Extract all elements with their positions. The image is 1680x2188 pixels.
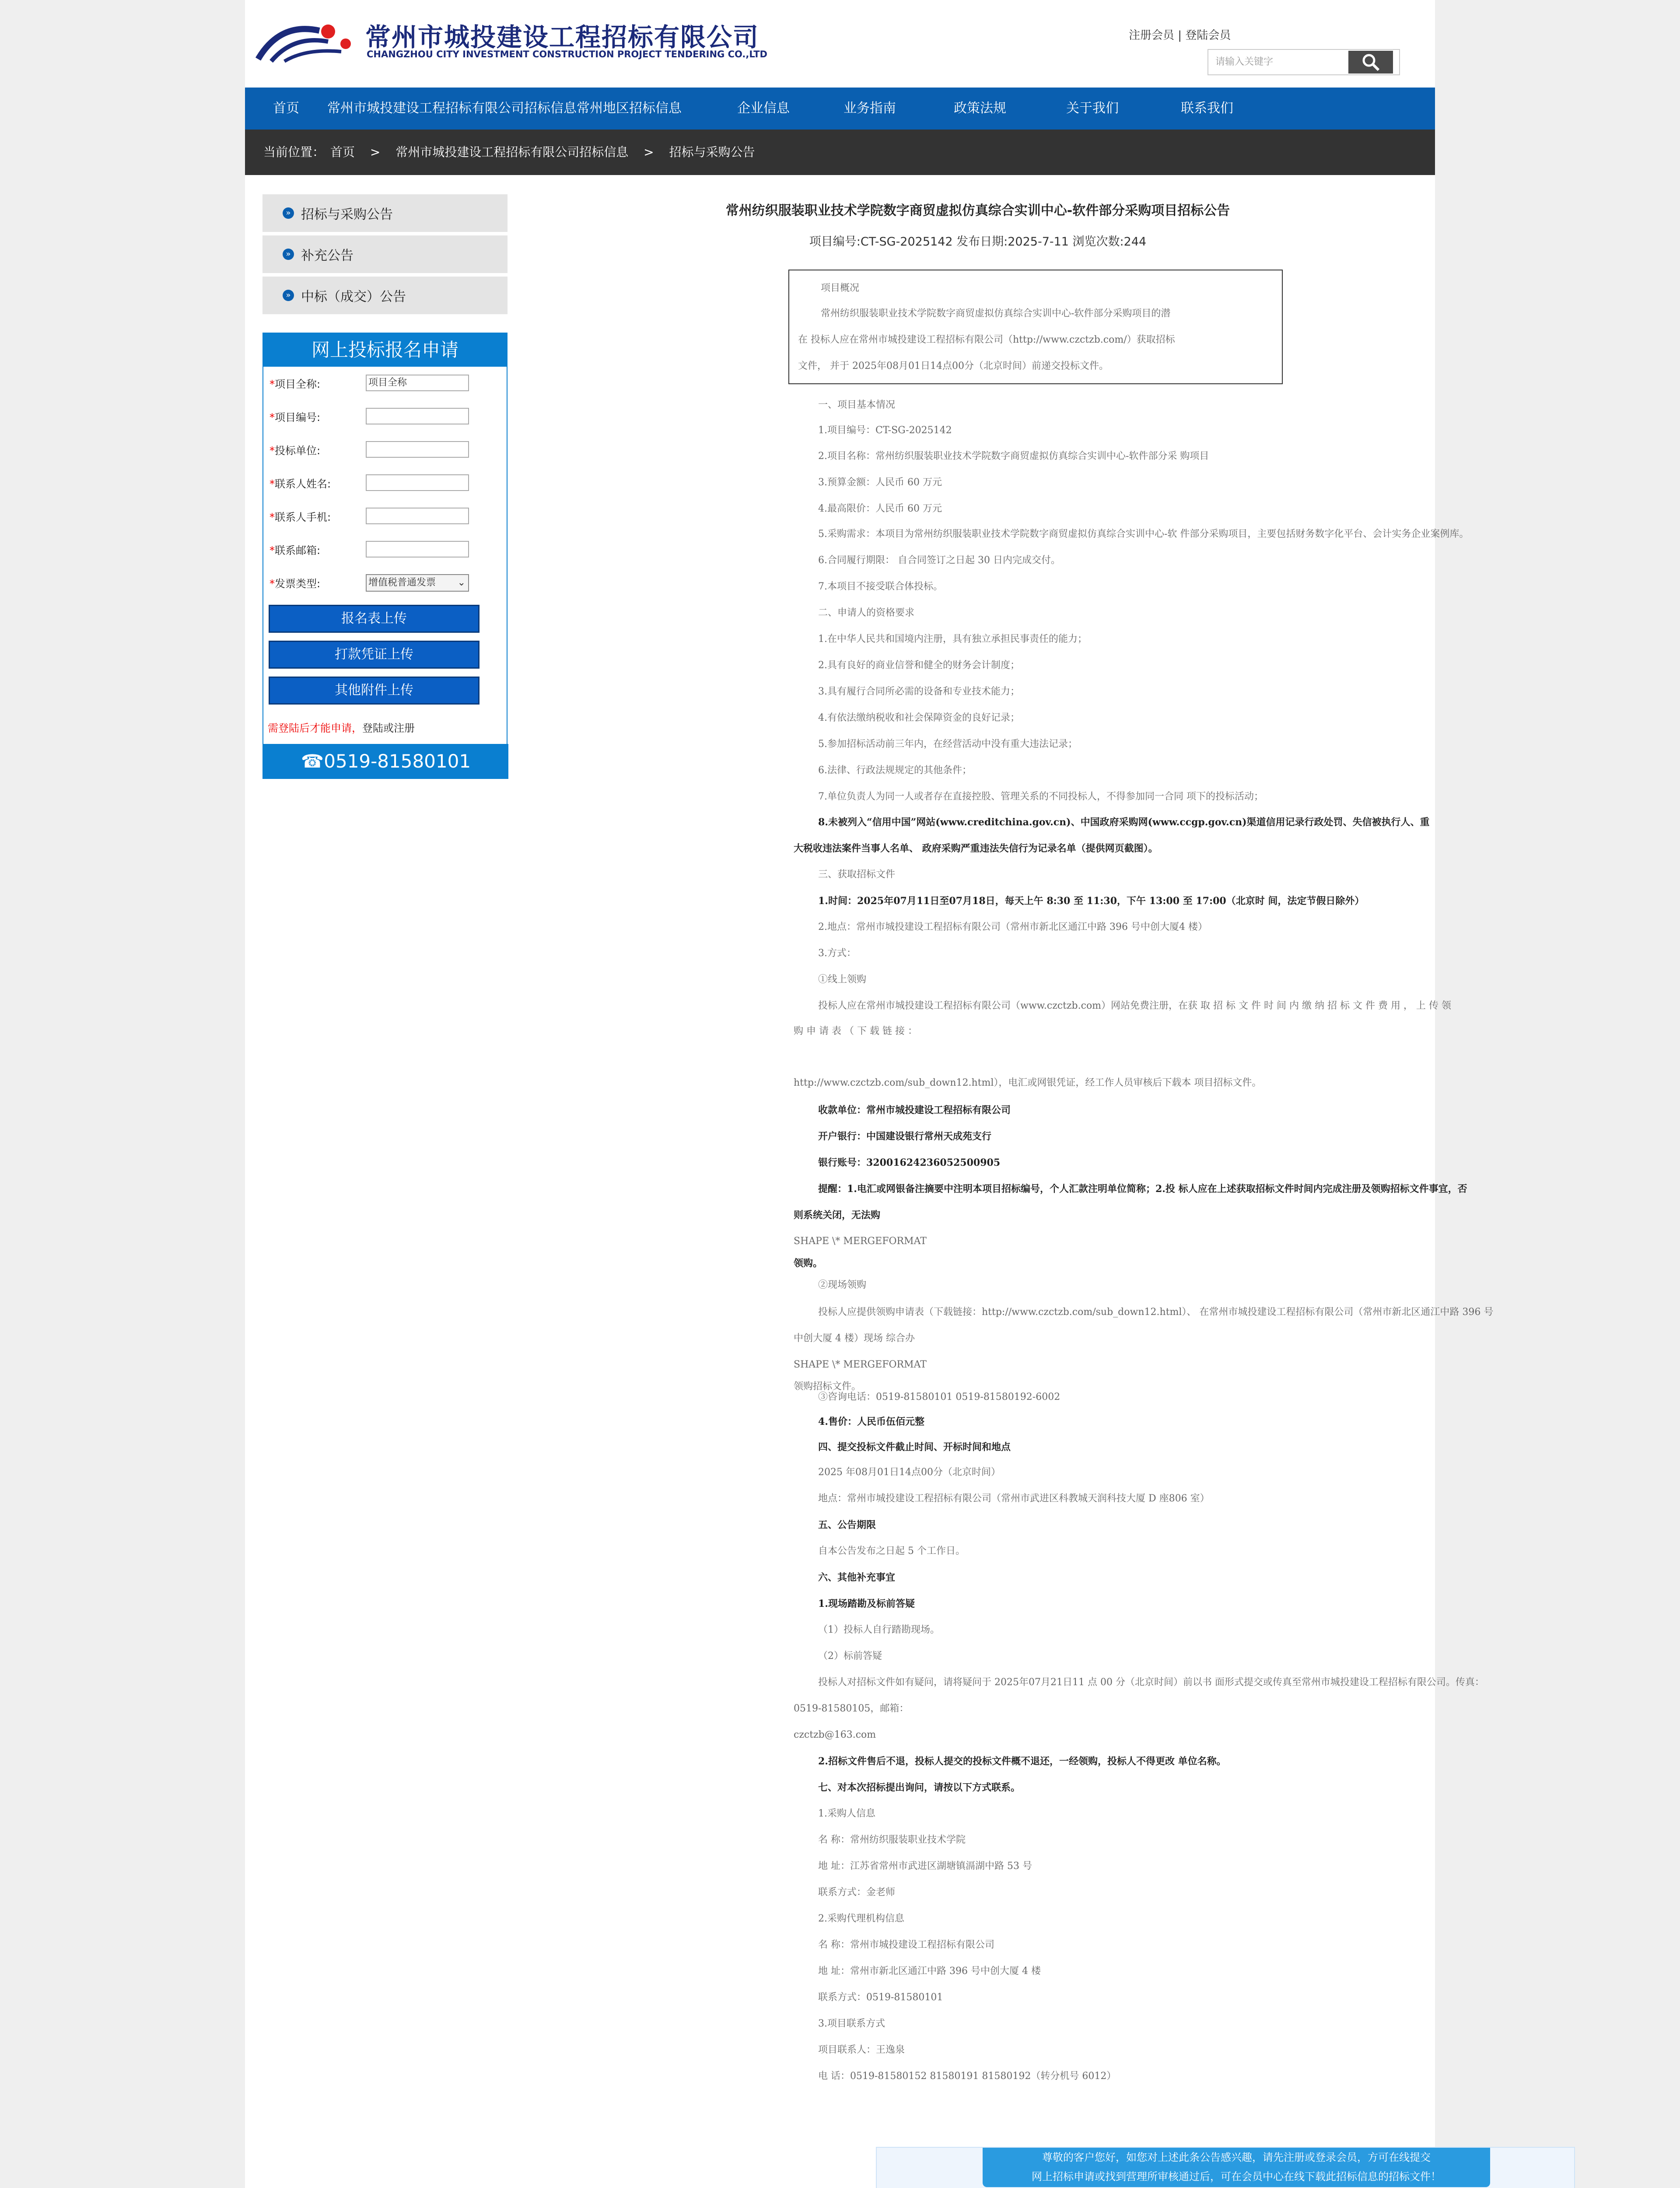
invoice-type-select[interactable]: 增值税普通发票 ⌄ <box>366 574 469 592</box>
article-line: 银行账号：32001624236052500905 <box>818 1157 1001 1168</box>
overview-heading: 项目概况 <box>821 283 860 294</box>
article-line: 购 申 请 表 （ 下 载 链 接 ： <box>794 1026 917 1037</box>
article-line: 名 称：常州市城投建设工程招标有限公司 <box>818 1939 994 1950</box>
article-line: 6.法律、行政法规规定的其他条件； <box>818 765 972 776</box>
breadcrumb-separator: > <box>370 145 381 159</box>
form-label-contact-phone: *联系人手机: <box>270 511 331 523</box>
form-label-bidder: *投标单位: <box>270 445 321 457</box>
article-line: 四、提交投标文件截止时间、开标时间和地点 <box>818 1441 1011 1453</box>
bidder-field[interactable] <box>366 441 469 458</box>
overview-line: 在 投标人应在常州市城投建设工程招标有限公司（http://www.czctzb.com/）获取招标 <box>798 334 1175 345</box>
article-line: 7.本项目不接受联合体投标。 <box>818 581 943 592</box>
bullet-icon: » <box>283 207 294 219</box>
article-line: 1.现场踏勘及标前答疑 <box>818 1598 915 1609</box>
sidebar-item-label: 中标（成交）公告 <box>301 289 406 305</box>
register-link[interactable]: 注册会员 <box>1129 29 1175 42</box>
register-notice: 尊敬的客户您好，如您对上述此条公告感兴趣，请先注册或登录会员，方可在线提交 网上招标申请或找到营理所审核通过后，可在会员中心在线下载此招标信息的招标文件！ <box>983 2148 1490 2187</box>
article-line: 5.参加招标活动前三年内，在经营活动中没有重大违法记录； <box>818 739 1078 750</box>
search-button[interactable] <box>1348 51 1393 74</box>
bullet-icon: » <box>283 290 294 301</box>
article-line: 2.项目名称：常州纺织服装职业技术学院数字商贸虚拟仿真综合实训中心-软件部分采 购项目 <box>818 451 1209 462</box>
nav-ctzb-tenders[interactable]: 常州市城投建设工程招标有限公司招标信息 <box>327 101 577 116</box>
nav-business-guide[interactable]: 业务指南 <box>844 101 896 116</box>
article-line: 3.方式： <box>818 948 856 959</box>
chevron-down-icon: ⌄ <box>457 577 466 588</box>
nav-contact[interactable]: 联系我们 <box>1181 101 1233 116</box>
project-no-field[interactable] <box>366 408 469 424</box>
logo-chinese-name: 常州市城投建设工程招标有限公司 <box>365 22 760 52</box>
overview-line: 文件， 并于 2025年08月01日14点00分（北京时间）前递交投标文件。 <box>798 361 1109 372</box>
article-line: 3.具有履行合同所必需的设备和专业技术能力； <box>818 686 1020 697</box>
nav-local-tenders[interactable]: 常州地区招标信息 <box>577 101 682 116</box>
article-line: 投标人应提供领购申请表（下载链接：http://www.czctzb.com/sub_down12.html）、 在常州市城投建设工程招标有限公司（常州市新北区通江中路 396 号 <box>818 1307 1494 1318</box>
article-line: 8.未被列入“信用中国”网站(www.creditchina.gov.cn)、中国政府采购网(www.ccgp.gov.cn)渠道信用记录行政处罚、失信被执行人、重 <box>818 817 1430 828</box>
article-line: （2）标前答疑 <box>818 1651 882 1662</box>
contact-name-field[interactable] <box>366 474 469 491</box>
article-line: 2.招标文件售后不退，投标人提交的投标文件概不退还，一经领购，投标人不得更改 单位名称。 <box>818 1756 1226 1767</box>
article-line: 一、项目基本情况 <box>818 400 896 410</box>
article-line: 4.有依法缴纳税收和社会保障资金的良好记录； <box>818 712 1020 723</box>
article-line: 提醒：1.电汇或网银备注摘要中注明本项目招标编号，个人汇款注明单位简称；2.投 标人应在上述获取招标文件时间内完成注册及领购招标文件事宜，否 <box>818 1183 1467 1195</box>
upload-payment-button[interactable]: 打款凭证上传 <box>269 641 480 669</box>
note-login-link[interactable]: 登陆 <box>362 722 383 734</box>
search-icon <box>1361 53 1380 72</box>
article-line: 自本公告发布之日起 5 个工作日。 <box>818 1546 965 1557</box>
nav-enterprise-info[interactable]: 企业信息 <box>737 101 790 116</box>
sidebar-item-supplementary[interactable] <box>262 235 508 273</box>
article-line: 4.售价：人民币伍佰元整 <box>818 1416 924 1427</box>
contact-phone-field[interactable] <box>366 508 469 524</box>
article-line: 2.地点：常州市城投建设工程招标有限公司（常州市新北区通江中路 396 号中创大厦4 楼） <box>818 922 1208 933</box>
article-line: 电 话：0519-81580152 81580191 81580192（转分机号 6012） <box>818 2071 1116 2082</box>
logo-english-name: CHANGZHOU CITY INVESTMENT CONSTRUCTION PROJECT TENDERING CO.,LTD <box>367 49 767 60</box>
phone-icon: ☎ <box>301 750 324 772</box>
nav-about[interactable]: 关于我们 <box>1066 101 1119 116</box>
breadcrumb-separator: > <box>644 145 654 159</box>
article-line: http://www.czctzb.com/sub_down12.html），电汇或网银凭证，经工作人员审核后下载本 项目招标文件。 <box>794 1077 1262 1088</box>
article-line: 名 称：常州纺织服装职业技术学院 <box>818 1834 966 1845</box>
article-line: 七、对本次招标提出询问，请按以下方式联系。 <box>818 1782 1021 1793</box>
overview-line: 常州纺织服装职业技术学院数字商贸虚拟仿真综合实训中心-软件部分采购项目的潜 <box>821 308 1171 319</box>
article-line: 6.合同履行期限： 自合同签订之日起 30 日内完成交付。 <box>818 555 1060 566</box>
sidebar-item-label: 招标与采购公告 <box>301 207 393 222</box>
article-line: （1）投标人自行踏勘现场。 <box>818 1624 940 1635</box>
article-line: 项目联系人：王逸泉 <box>818 2044 905 2055</box>
login-link[interactable]: 登陆会员 <box>1185 29 1231 42</box>
form-label-project-no: *项目编号: <box>270 411 321 424</box>
article-line: 2025 年08月01日14点00分（北京时间） <box>818 1467 1001 1478</box>
article-title: 常州纺织服装职业技术学院数字商贸虚拟仿真综合实训中心-软件部分采购项目招标公告 <box>725 203 1230 218</box>
article-line: SHAPE \* MERGEFORMAT <box>794 1359 927 1370</box>
article-line: 1.时间：2025年07月11日至07月18日，每天上午 8:30 至 11:30，下午 13:00 至 17:00（北京时 间，法定节假日除外） <box>818 895 1365 907</box>
article-line: ①线上领购 <box>818 974 867 985</box>
form-label-invoice-type: *发票类型: <box>270 578 321 590</box>
article-line: 1.项目编号：CT-SG-2025142 <box>818 425 952 436</box>
article-line: 大税收违法案件当事人名单、 政府采购严重违法失信行为记录名单（提供网页截图）。 <box>794 843 1158 854</box>
article-line: 二、申请人的资格要求 <box>818 607 915 618</box>
article-line: 地点：常州市城投建设工程招标有限公司（常州市武进区科教城天润科技大厦 D 座806 室） <box>818 1493 1210 1504</box>
page <box>245 0 1494 2188</box>
article-line: 3.项目联系方式 <box>818 2018 885 2029</box>
article-line: 则系统关闭，无法购 <box>794 1210 881 1221</box>
article-line: 开户银行：中国建设银行常州天成苑支行 <box>818 1131 992 1142</box>
sidebar-item-tender-notices[interactable] <box>262 194 508 232</box>
breadcrumb-home[interactable]: 首页 <box>330 145 355 159</box>
bid-application-form <box>262 333 508 779</box>
hotline: ☎0519-81580101 <box>263 744 508 779</box>
article-line: 中创大厦 4 楼）现场 综合办 <box>794 1333 915 1344</box>
form-label-contact-name: *联系人姓名: <box>270 478 331 490</box>
top-links-separator: | <box>1178 29 1182 42</box>
article-meta: 项目编号:CT-SG-2025142 发布日期:2025-7-11 浏览次数:244 <box>809 235 1147 249</box>
article-line: 联系方式：金老师 <box>818 1887 896 1898</box>
article-line: 地 址：常州市新北区通江中路 396 号中创大厦 4 楼 <box>818 1966 1041 1977</box>
form-label-project-name: *项目全称: <box>270 378 321 390</box>
article-line: 五、公告期限 <box>818 1519 876 1531</box>
article-line: 领购。 <box>794 1258 823 1269</box>
article-line: 1.采购人信息 <box>818 1808 875 1819</box>
bullet-icon: » <box>283 249 294 260</box>
article-line: 收款单位：常州市城投建设工程招标有限公司 <box>818 1105 1011 1116</box>
member-register-panel <box>876 2147 1575 2188</box>
form-label-email: *联系邮箱: <box>270 544 321 557</box>
nav-policies[interactable]: 政策法规 <box>954 101 1006 116</box>
article-line: 7.单位负责人为同一人或者存在直接控股、管理关系的不同投标人，不得参加同一合同 项下的投标活动； <box>818 791 1264 802</box>
article-line: czctzb@163.com <box>794 1729 876 1740</box>
article-line: ②现场领购 <box>818 1280 867 1290</box>
upload-other-button[interactable]: 其他附件上传 <box>269 677 480 705</box>
article-line: SHAPE \* MERGEFORMAT <box>794 1236 927 1247</box>
breadcrumb <box>245 130 1435 175</box>
nav-home[interactable]: 首页 <box>273 101 299 116</box>
sidebar-item-award-notices[interactable] <box>262 277 508 314</box>
article-line: 地 址：江苏省常州市武进区湖塘镇滆湖中路 53 号 <box>818 1861 1032 1872</box>
search-input[interactable]: 请输入关键字 <box>1208 49 1400 75</box>
top-links <box>1129 26 1231 42</box>
sidebar <box>262 194 508 318</box>
note-register-link[interactable]: 注册 <box>394 722 415 734</box>
upload-application-button[interactable]: 报名表上传 <box>269 605 480 633</box>
article-line: 2.具有良好的商业信誉和健全的财务会计制度； <box>818 660 1020 671</box>
logo-emblem-icon <box>254 18 359 66</box>
form-title: 网上投标报名申请 <box>263 333 507 367</box>
article-line: 领购招标文件。 <box>794 1381 861 1392</box>
article-line: 3.预算金额：人民币 60 万元 <box>818 477 942 488</box>
breadcrumb-label: 当前位置： <box>263 145 325 159</box>
breadcrumb-current[interactable]: 招标与采购公告 <box>669 145 755 159</box>
article-line: 4.最高限价：人民币 60 万元 <box>818 503 942 514</box>
article-line: 0519-81580105，邮箱： <box>794 1703 909 1714</box>
sidebar-item-label: 补充公告 <box>301 248 354 263</box>
article-line: 2.采购代理机构信息 <box>818 1913 904 1924</box>
article-line: 三、获取招标文件 <box>818 869 896 880</box>
login-required-note: 需登陆后才能申请，登陆或注册 <box>268 722 415 734</box>
breadcrumb-tenders[interactable]: 常州市城投建设工程招标有限公司招标信息 <box>396 145 629 159</box>
article-line: 5.采购需求：本项目为常州纺织服装职业技术学院数字商贸虚拟仿真综合实训中心-软 件部分采购项目，主要包括财务数字化平台、会计实务企业案例库。 <box>818 529 1469 540</box>
article-line: 联系方式：0519-81580101 <box>818 1992 943 2003</box>
main-nav <box>245 88 1435 130</box>
article-line: 投标人应在常州市城投建设工程招标有限公司（www.czctzb.com）网站免费注册，在获 取 招 标 文 件 时 间 内 缴 纳 招 标 文 件 费 用 ， 上 传 领 <box>818 1000 1451 1011</box>
article-line: 六、其他补充事宜 <box>818 1572 896 1583</box>
site-logo[interactable] <box>254 13 779 70</box>
article-line: 1.在中华人民共和国境内注册，具有独立承担民事责任的能力； <box>818 634 1087 645</box>
article-line: 投标人对招标文件如有疑问，请将疑问于 2025年07月21日11 点 00 分（北京时间）前以书 面形式提交或传真至常州市城投建设工程招标有限公司。传真： <box>818 1677 1484 1688</box>
email-field[interactable] <box>366 541 469 558</box>
project-name-field[interactable]: 项目全称 <box>366 375 469 391</box>
article-line: ③咨询电话：0519-81580101 0519-81580192-6002 <box>818 1392 1060 1403</box>
